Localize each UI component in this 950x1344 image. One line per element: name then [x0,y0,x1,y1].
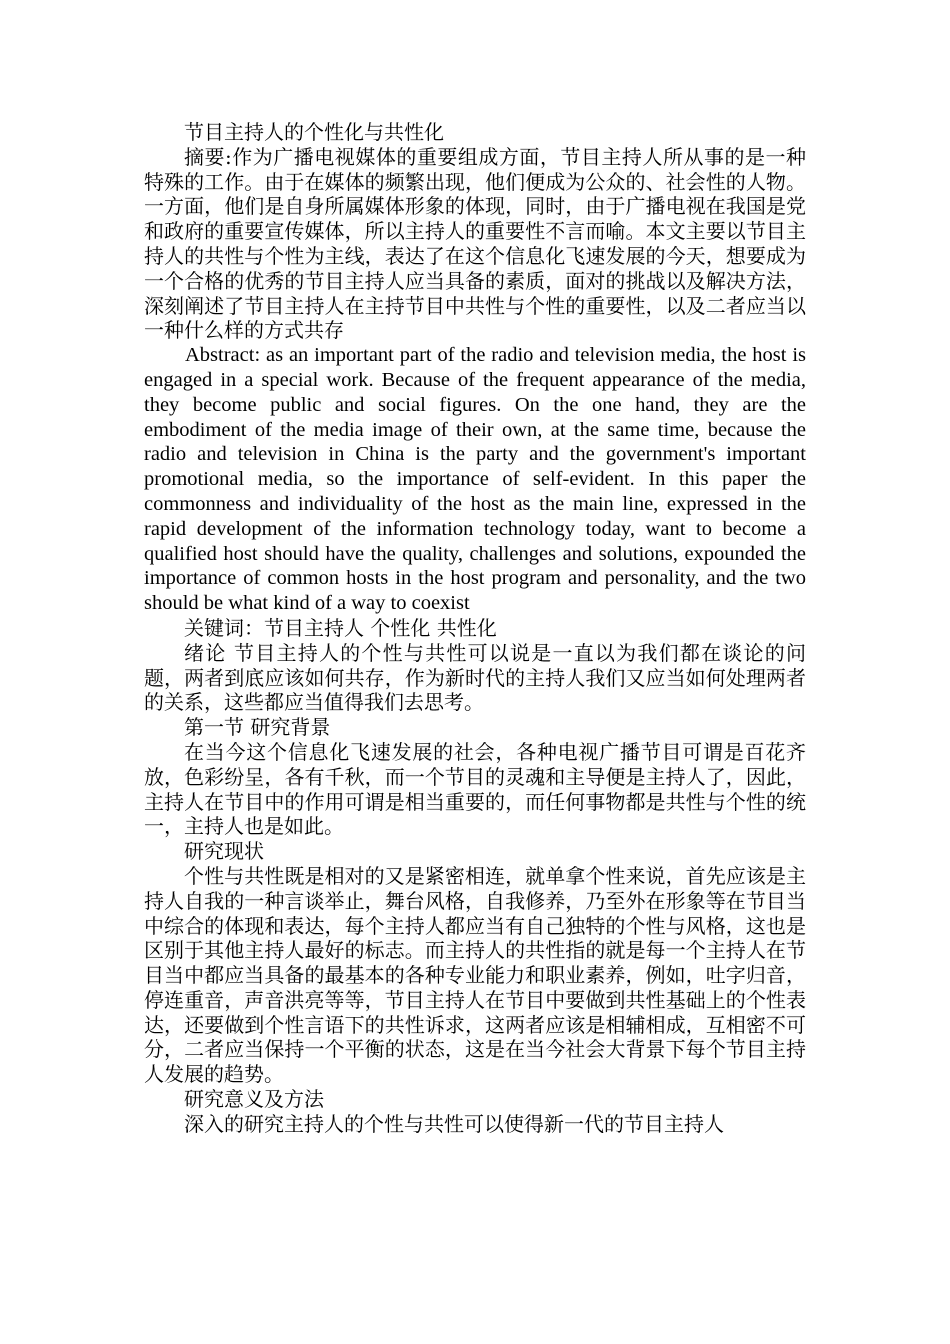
abstract-english: Abstract: as an important part of the radio and television media, the host is engaged in a special work. Because of the frequent appearance of the media, they become public and social figures. On the one hand, they are the embodiment of the media image of their own, at the same time, because the radio and television in China is the party and the government's important promotional media, so the importance of self-evident. In this paper the commonness and individuality of the host as the main line, expressed in the rapid development of the information technology today, want to become a qualified host should have the quality, challenges and solutions, expounded the importance of common hosts in the host program and personality, and the two should be what kind of a way to coexist [144,344,806,615]
section-heading-background: 第一节 研究背景 [184,715,331,740]
introduction-paragraph: 绪论 节目主持人的个性与共性可以说是一直以为我们都在谈论的问题，两者到底应该如何共存，作为新时代的主持人我们又应当如何处理两者的关系，这些都应当值得我们去思考。 [144,640,806,715]
section-body-status: 个性与共性既是相对的又是紧密相连，就单拿个性来说，首先应该是主持人自我的一种言谈举止，舞台风格，自我修养，乃至外在形象等在节目当中综合的体现和表达，每个主持人都应当有自己独特的个性与风格，这也是区别于其他主持人最好的标志。而主持人的共性指的就是每一个主持人在节目当中都应当具备的最基本的各种专业能力和职业素养，例如，吐字归音，停连重音，声音洪亮等等，节目主持人在节目中要做到共性基础上的个性表达，还要做到个性言语下的共性诉求，这两者应该是相辅相成，互相密不可分，二者应当保持一个平衡的状态，这是在当今社会大背景下每个节目主持人发展的趋势。 [144,863,806,1087]
section-heading-status: 研究现状 [184,839,264,864]
section-body-method: 深入的研究主持人的个性与共性可以使得新一代的节目主持人 [184,1111,724,1136]
section-heading-method: 研究意义及方法 [184,1087,324,1112]
abstract-chinese: 摘要:作为广播电视媒体的重要组成方面，节目主持人所从事的是一种特殊的工作。由于在媒体的频繁出现，他们便成为公众的、社会性的人物。一方面，他们是自身所属媒体形象的体现，同时，由于广播电视在我国是党和政府的重要宣传媒体，所以主持人的重要性不言而喻。本文主要以节目主持人的共性与个性为主线，表达了在这个信息化飞速发展的今天，想要成为一个合格的优秀的节目主持人应当具备的素质，面对的挑战以及解决方法，深刻阐述了节目主持人在主持节目中共性与个性的重要性，以及二者应当以一种什么样的方式共存 [144,144,806,343]
section-body-background: 在当今这个信息化飞速发展的社会，各种电视广播节目可谓是百花齐放，色彩纷呈，各有千秋，而一个节目的灵魂和主导便是主持人了，因此，主持人在节目中的作用可谓是相当重要的，而任何事物都是共性与个性的统一，主持人也是如此。 [144,739,806,839]
document-page [144,120,806,1137]
document-title: 节目主持人的个性化与共性化 [184,120,444,144]
keywords: 关键词：节目主持人 个性化 共性化 [184,615,497,640]
